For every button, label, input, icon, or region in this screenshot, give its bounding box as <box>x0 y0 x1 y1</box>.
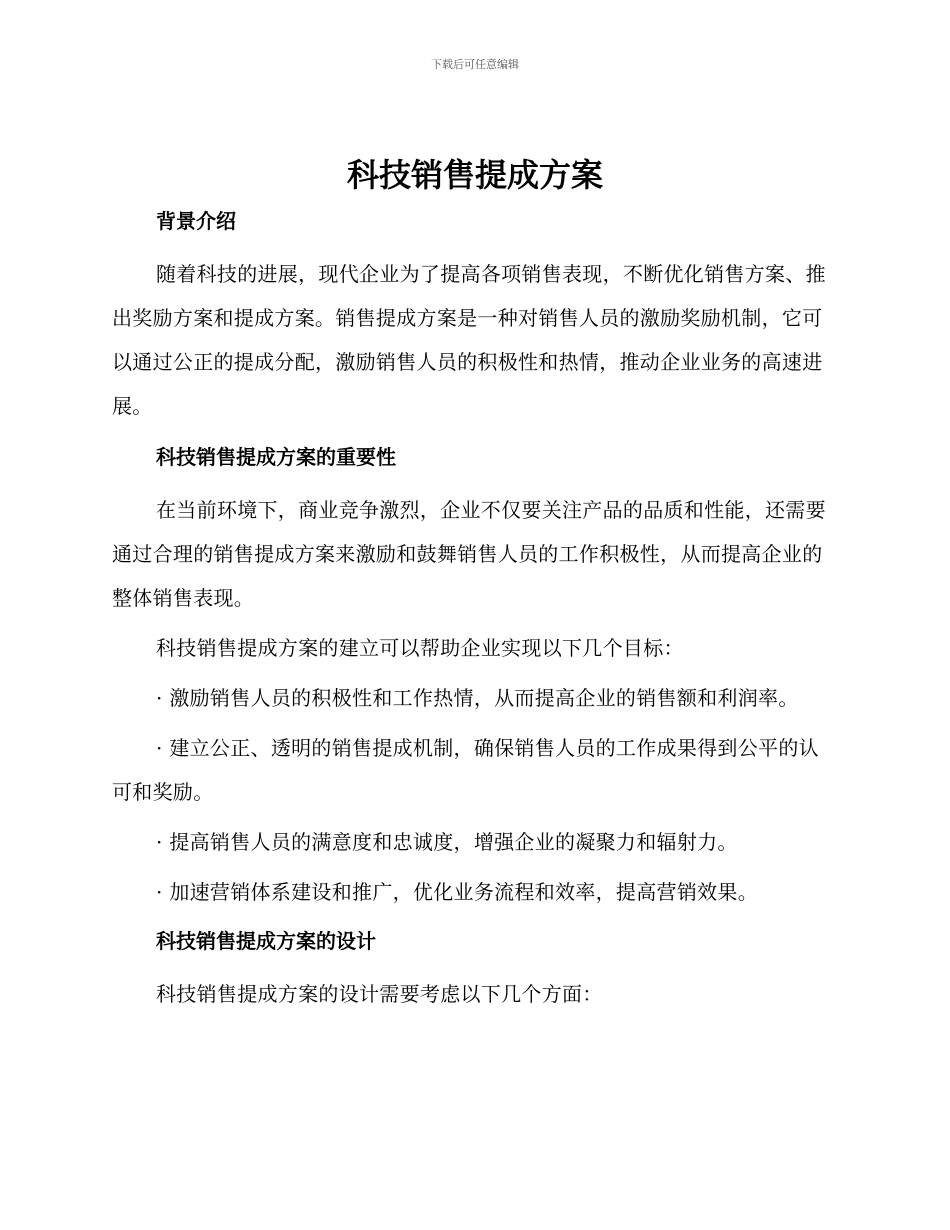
paragraph-goals-intro: 科技销售提成方案的建立可以帮助企业实现以下几个目标： <box>156 636 684 660</box>
bullet-item-2: · 建立公正、透明的销售提成机制，确保销售人员的工作成果得到公平的认可和奖励。 <box>112 736 819 804</box>
paragraph-design-intro: 科技销售提成方案的设计需要考虑以下几个方面： <box>156 982 603 1006</box>
document-body <box>112 200 830 1016</box>
paragraph-background: 随着科技的进展，现代企业为了提高各项销售表现，不断优化销售方案、推出奖励方案和提成方案。销售提成方案是一种对销售人员的激励奖励机制，它可以通过公正的提成分配，激励销售人员的积极性和热情，推动企业业务的高速进展。 <box>112 262 826 418</box>
document-title: 科技销售提成方案 <box>346 156 603 194</box>
section-heading-design: 科技销售提成方案的设计 <box>156 929 376 953</box>
section-heading-importance: 科技销售提成方案的重要性 <box>156 445 396 469</box>
paragraph-importance: 在当前环境下，商业竞争激烈，企业不仅要关注产品的品质和性能，还需要通过合理的销售提成方案来激励和鼓舞销售人员的工作积极性，从而提高企业的整体销售表现。 <box>112 498 826 610</box>
bullet-item-4: · 加速营销体系建设和推广，优化业务流程和效率，提高营销效果。 <box>156 880 759 904</box>
bullet-item-3: · 提高销售人员的满意度和忠诚度，增强企业的凝聚力和辐射力。 <box>156 830 738 854</box>
section-heading-background: 背景介绍 <box>156 209 236 233</box>
page-header-note: 下载后可任意编辑 <box>431 58 519 71</box>
bullet-item-1: · 激励销售人员的积极性和工作热情，从而提高企业的销售额和利润率。 <box>156 686 799 710</box>
